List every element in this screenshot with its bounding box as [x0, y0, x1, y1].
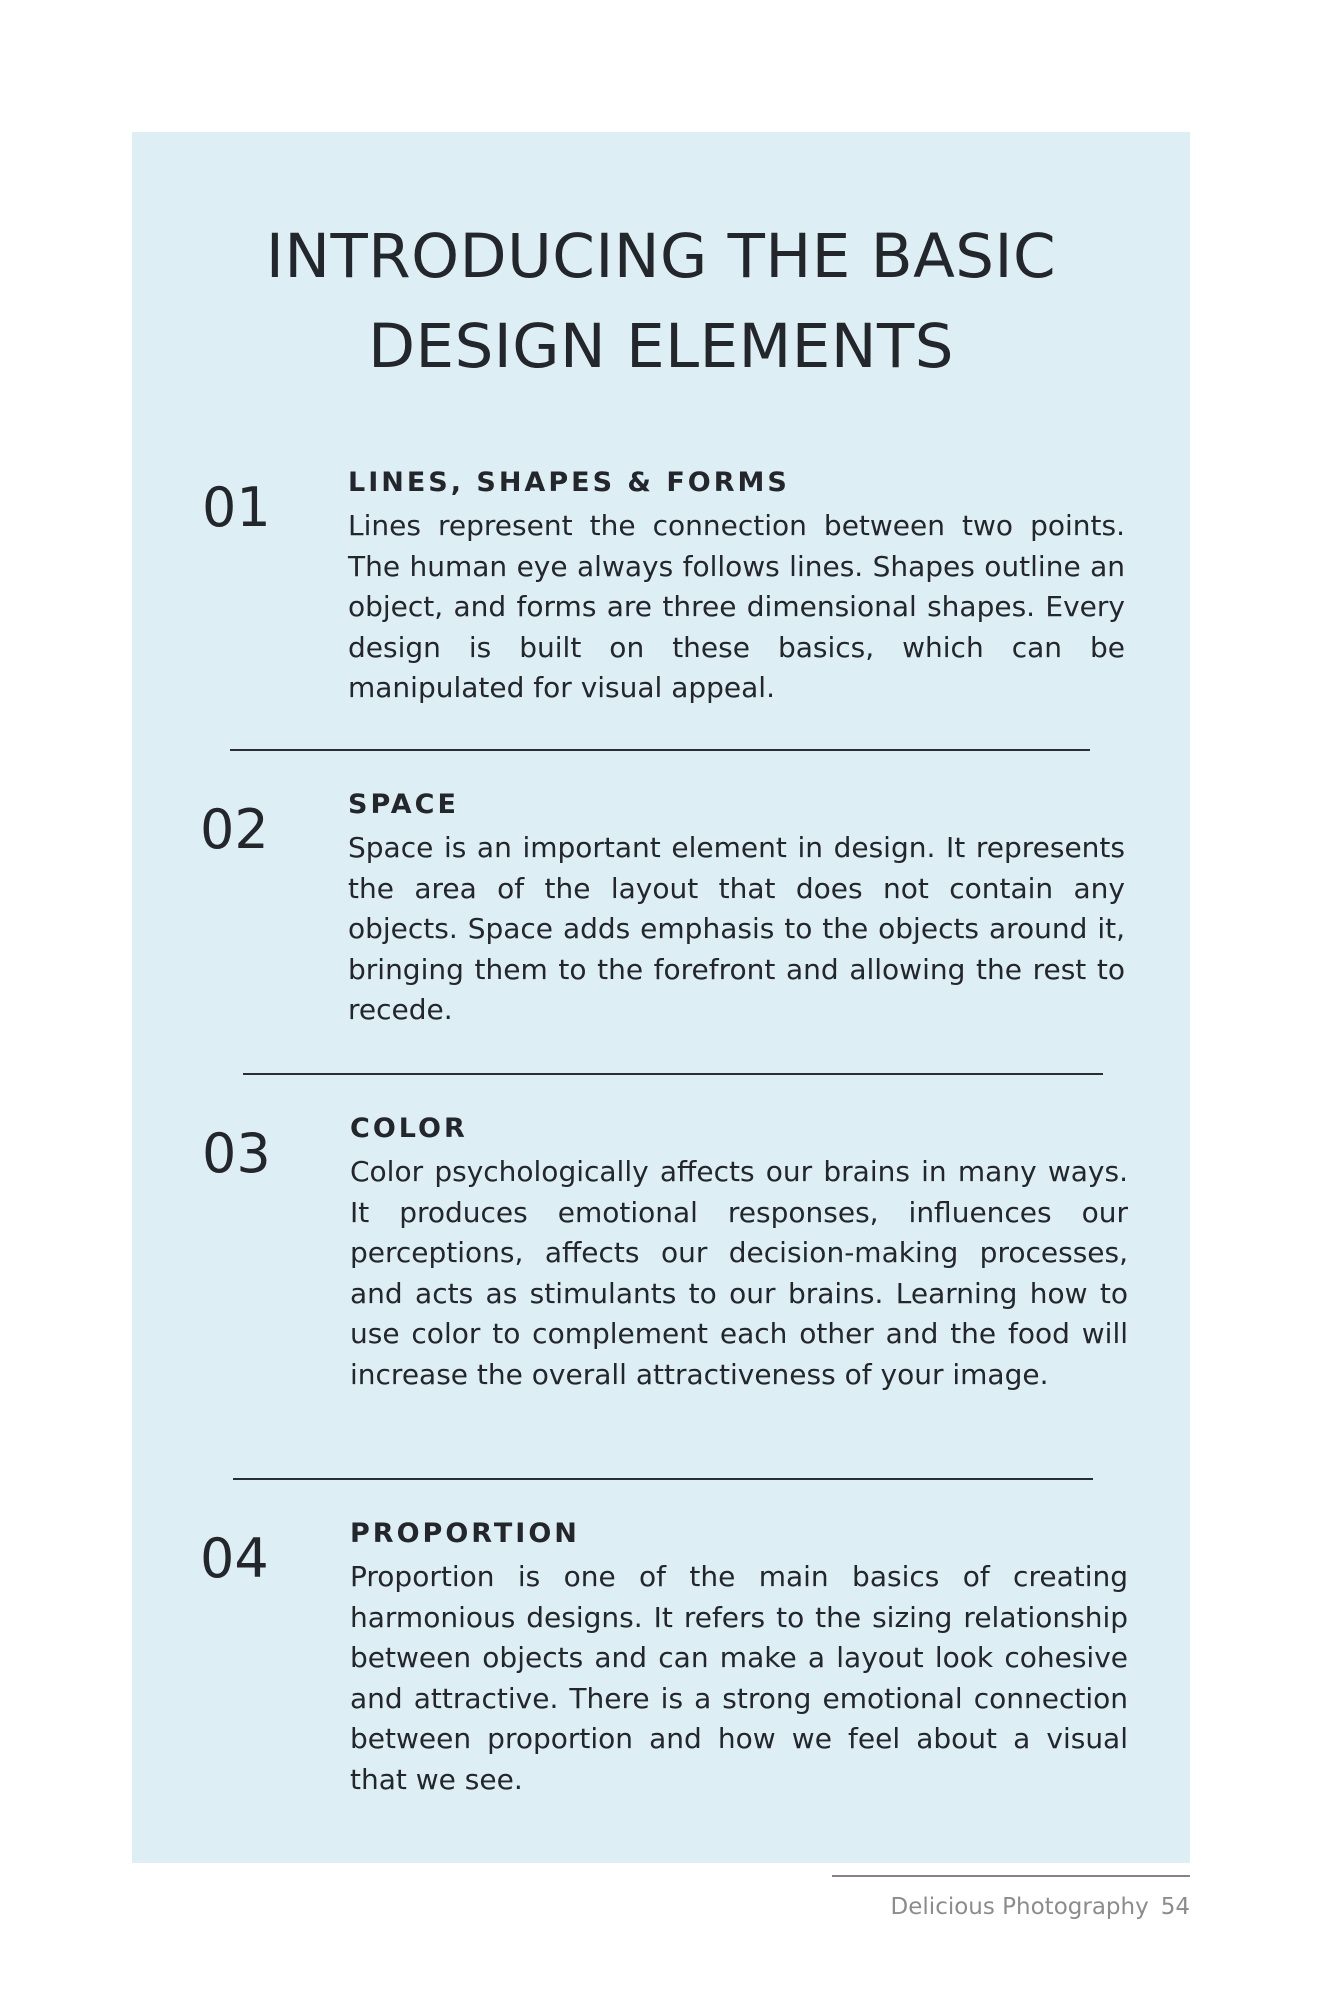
section-number-01: 01 — [202, 476, 271, 539]
section-heading-lines-shapes-forms: LINES, SHAPES & FORMS — [348, 467, 790, 498]
page-title — [132, 212, 1190, 392]
footer-divider — [832, 1875, 1190, 1877]
section-divider — [233, 1478, 1093, 1480]
section-divider — [230, 749, 1090, 751]
section-number-04: 04 — [200, 1527, 269, 1590]
footer-publication: Delicious Photography — [890, 1894, 1149, 1920]
section-number-03: 03 — [202, 1122, 271, 1185]
section-heading-color: COLOR — [350, 1113, 468, 1144]
section-text-lines-shapes-forms: Lines represent the connection between two points. The human eye always follows lines. Shapes outline an object, and forms are three dimensional shapes. Every design is built on these basics, which can be manipulated for visual appeal. — [348, 509, 1125, 704]
section-text-space: Space is an important element in design. It represents the area of the layout that does not contain any objects. Space adds emphasis to the objects around it, bringing them to the forefront and allowing the rest to recede. — [348, 831, 1125, 1026]
section-text-proportion: Proportion is one of the main basics of creating harmonious designs. It refers to the sizing relationship between objects and can make a layout look cohesive and attractive. There is a strong emotional connection between proportion and how we feel about a visual that we see. — [350, 1560, 1128, 1796]
section-divider — [243, 1073, 1103, 1075]
page-title-line-1: INTRODUCING THE BASIC — [265, 221, 1057, 292]
section-heading-proportion: PROPORTION — [350, 1518, 580, 1549]
section-heading-space: SPACE — [348, 789, 459, 820]
footer-page-number: 54 — [1160, 1894, 1190, 1920]
page-footer — [891, 1892, 1190, 1922]
section-text-color: Color psychologically affects our brains in many ways. It produces emotional responses, influences our perceptions, affects our decision-making processes, and acts as stimulants to our brains. Learning how to use color to complement each other and the food will increase the overall attractiveness of your image. — [350, 1155, 1128, 1391]
section-number-02: 02 — [200, 798, 269, 861]
page-title-line-2: DESIGN ELEMENTS — [368, 311, 954, 382]
